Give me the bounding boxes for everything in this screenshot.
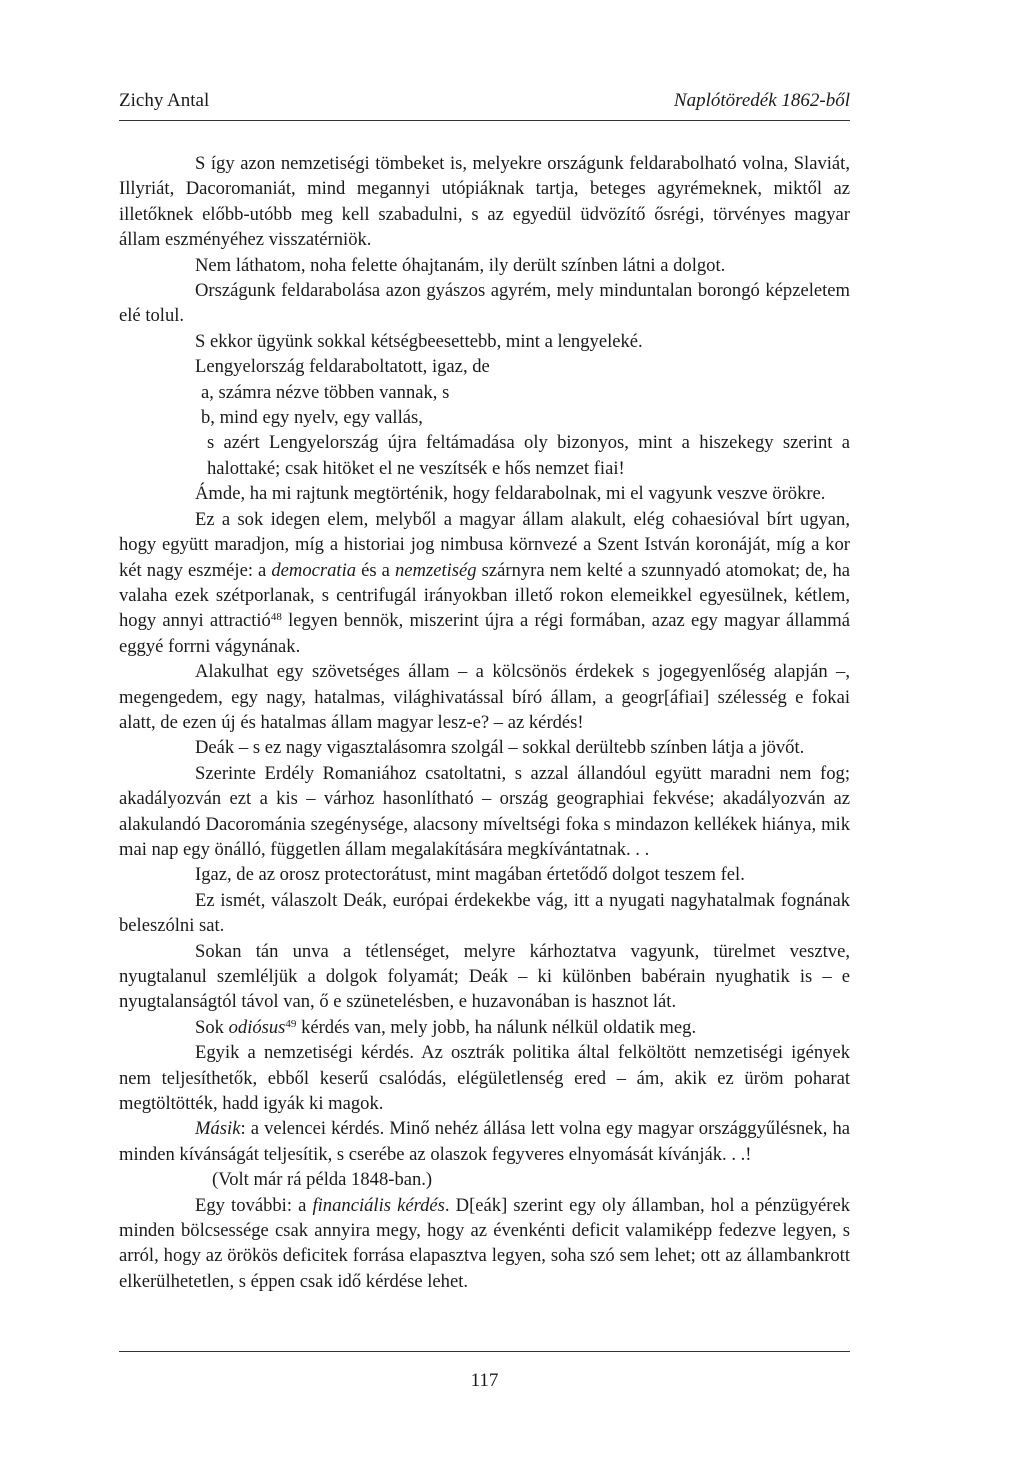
text-run: . D[eák] szerint egy oly államban, hol a pénzügyérek minden bölcsessége csak annyira megy, hogy az évenkénti deficit valamiképp fedezve legyen, s arról, hogy az örökös deficitek forrása elapasztva legyen, soha szó sem lehet; ott az állambankrott elkerülhetetlen, s éppen csak idő kérdése lehet. — [119, 1194, 850, 1292]
paragraph — [119, 659, 850, 735]
text-run: Deák – s ez nagy vigasztalásomra szolgál – sokkal derültebb színben látja a jövőt. — [195, 737, 805, 759]
paragraph — [119, 888, 850, 939]
text-run: Sokan tán unva a tétlenséget, melyre kárhoztatva vagyunk, türelmet vesztve, nyugtalanul szemléljük a dolgok folyamát; Deák – ki különben babérain nyughatik is – e nyugtalanságtól távol van, ő e szünetelésben, e huzavonában is hasznot lát. — [119, 940, 850, 1013]
text-run: Nem láthatom, noha felette óhajtanám, ily derült színben látni a dolgot. — [195, 254, 726, 276]
paragraph — [119, 278, 850, 329]
paragraph — [119, 329, 850, 354]
text-run: Alakulhat egy szövetséges állam – a kölcsönös érdekek s jogegyenlőség alapján –, megengedem, egy nagy, hatalmas, világhivatással bíró állam, a geogr[áfiai] szélesség e fokai alatt, de ezen új és hatalmas állam magyar lesz-e? – az kérdés! — [119, 661, 850, 733]
text-run: Igaz, de az orosz protectorátust, mint magában értetődő dolgot teszem fel. — [195, 864, 745, 886]
italic-text: nemzetiség — [394, 559, 477, 581]
text-run: (Volt már rá példa 1848-ban.) — [212, 1169, 433, 1191]
paragraph — [119, 1167, 850, 1192]
text-run: S így azon nemzetiségi tömbeket is, melyekre országunk feldarabolható volna, Slaviát, Illyriát, Dacoromaniát, mind megannyi utópiáknak tartja, beteges agyrémeknek, miktől az illetőknek előbb-utóbb meg kell szabadulni, s az egyedül üdvözítő ősrégi, törvényes magyar állam eszményéhez visszatérniök. — [119, 153, 850, 251]
paragraph — [119, 151, 850, 253]
text-run: és a — [356, 559, 395, 581]
paragraph — [119, 253, 850, 278]
paragraph — [119, 430, 850, 481]
text-run: Szerinte Erdély Romaniához csatoltatni, s azzal állandóul együtt maradni nem fog; akadályozván ezt a kis – várhoz hasonlítható – ország geographiai fekvése; akadályozván az alakulandó Dacorománia szegénysége, alacsony míveltségi foka s mindazon kellékek hiánya, mik mai nap egy önálló, független állam megalakítására megkívántatnak. . . — [119, 762, 850, 860]
footnote-ref: 49 — [285, 1017, 297, 1030]
paragraph — [119, 1040, 850, 1116]
text-run: Egy további: a — [195, 1194, 313, 1216]
paragraph — [119, 1193, 850, 1295]
paragraph — [119, 1116, 850, 1167]
paragraph — [119, 735, 850, 760]
paragraph — [119, 380, 850, 405]
text-run: szárnyra nem kelté a szunnyadó atomokat; de, ha valaha ezek szétporlanak, s centrifugál irányokban illető rokon elemeikkel egyesülnek, kétlem, hogy annyi attractió — [119, 559, 851, 632]
paragraph — [119, 507, 850, 659]
footer-rule — [119, 1351, 850, 1352]
text-run: Ámde, ha mi rajtunk megtörténik, hogy feldarabolnak, mi el vagyunk veszve örökre. — [195, 483, 826, 505]
text-run: Ez a sok idegen elem, melyből a magyar állam alakult, elég cohaesióval bírt ugyan, hogy együtt maradjon, míg a historiai jog nimbusa körnvezé a Szent István koronáját, míg a kor két nagy eszméje: a — [119, 508, 850, 581]
text-run: s azért Lengyelország újra feltámadása oly bizonyos, mint a hiszekegy szerint a halottaké; csak hitöket el ne veszítsék e hős nemzet fiai! — [207, 432, 850, 479]
paragraph — [119, 1015, 850, 1040]
text-run: : a velencei kérdés. Minő nehéz állása lett volna egy magyar országgyűlésnek, ha minden kívánságát teljesítik, s cserébe az olaszok fegyveres elnyomását kívánják. . .! — [119, 1118, 850, 1165]
text-run: Ez ismét, válaszolt Deák, európai érdekekbe vág, itt a nyugati nagyhatalmak fognának beleszólni sat. — [119, 889, 850, 937]
text-run: kérdés van, mely jobb, ha nálunk nélkül oldatik meg. — [296, 1016, 697, 1038]
paragraph — [119, 354, 850, 379]
text-run: Országunk feldarabolása azon gyászos agyrém, mely minduntalan borongó képzeletem elé tolul. — [119, 280, 850, 327]
italic-text: odiósus — [228, 1016, 286, 1038]
text-run: a, számra nézve többen vannak, s — [201, 381, 450, 403]
text-run: Egyik a nemzetiségi kérdés. Az osztrák politika által felköltött nemzetiségi igények nem teljesíthetők, ebből keserű csalódás, elégületlenség ered – ám, akik ez üröm poharat megtöltötték, hadd igyák ki magok. — [119, 1042, 850, 1115]
paragraph — [119, 481, 850, 506]
paragraph — [119, 862, 850, 887]
page-number: 117 — [470, 1370, 499, 1391]
italic-text: financiális kérdés — [312, 1194, 445, 1216]
italic-text: Másik — [195, 1118, 241, 1140]
paragraph — [119, 761, 850, 863]
text-run: b, mind egy nyelv, egy vallás, — [201, 407, 423, 429]
footnote-ref: 48 — [270, 611, 282, 624]
paragraph — [119, 405, 850, 430]
text-run: S ekkor ügyünk sokkal kétségbeesettebb, mint a lengyeleké. — [195, 330, 643, 352]
header-rule — [119, 120, 850, 121]
running-header — [119, 90, 850, 120]
text-run: legyen bennök, miszerint újra a régi formában, azaz egy magyar állammá eggyé forrni vágynának. — [119, 610, 850, 657]
text-run: Lengyelország feldaraboltatott, igaz, de — [195, 356, 490, 378]
body-text — [119, 151, 850, 1294]
header-author: Zichy Antal — [119, 90, 210, 111]
text-run: Sok — [195, 1016, 229, 1038]
paragraph — [119, 939, 850, 1015]
italic-text: democratia — [271, 559, 357, 581]
header-title: Naplótöredék 1862-ből — [673, 90, 850, 111]
